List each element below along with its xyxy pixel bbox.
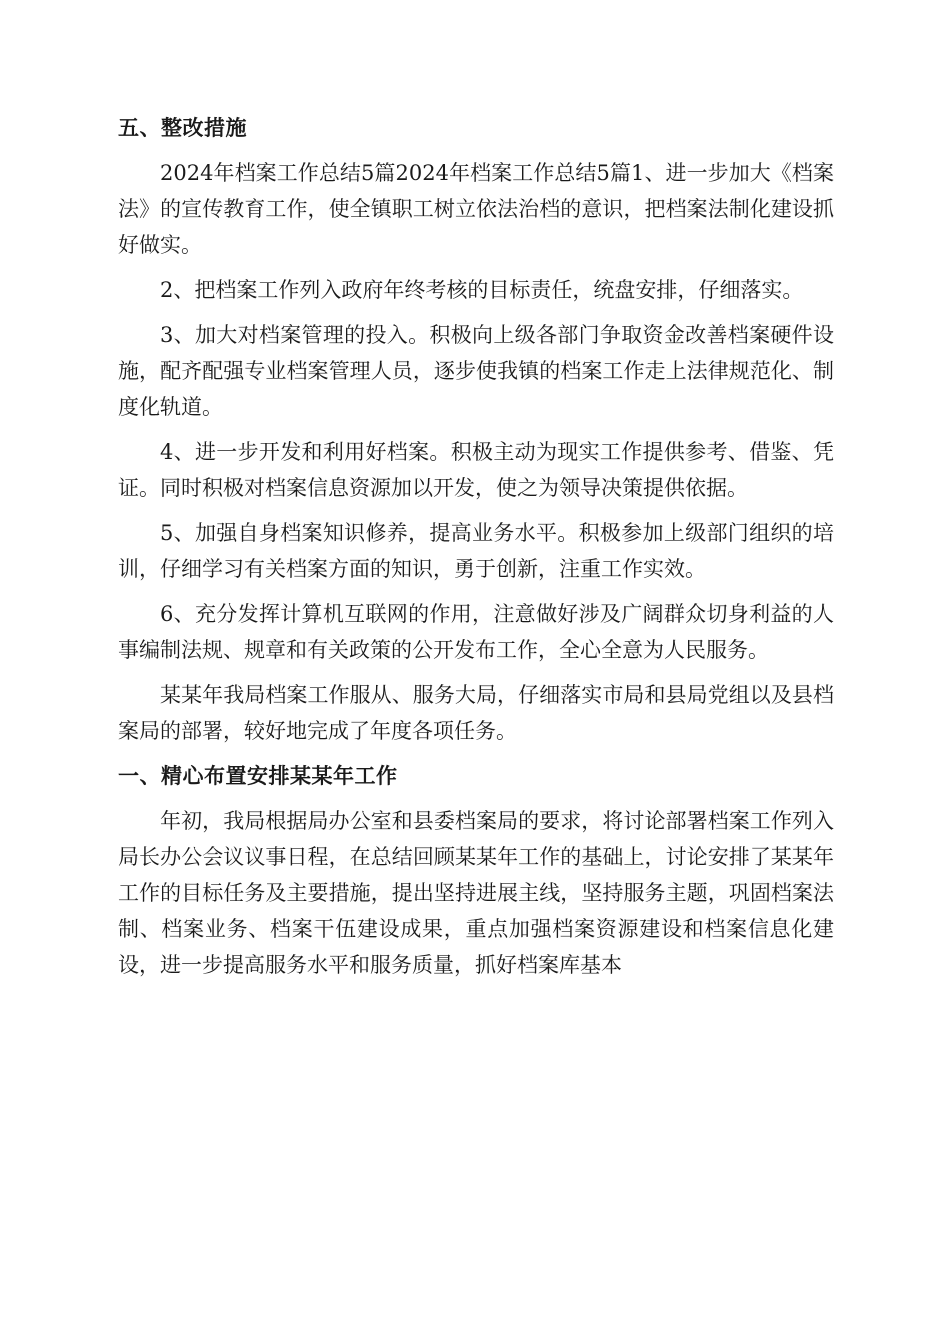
paragraph: 5、加强自身档案知识修养，提高业务水平。积极参加上级部门组织的培训，仔细学习有关档案方面的知识，勇于创新，注重工作实效。 <box>118 521 834 581</box>
paragraph: 2024年档案工作总结5篇2024年档案工作总结5篇1、进一步加大《档案法》的宣传教育工作，使全镇职工树立依法治档的意识，把档案法制化建设抓好做实。 <box>118 161 834 257</box>
paragraph: 3、加大对档案管理的投入。积极向上级各部门争取资金改善档案硬件设施，配齐配强专业档案管理人员，逐步使我镇的档案工作走上法律规范化、制度化轨道。 <box>118 323 834 419</box>
document-page <box>118 110 834 992</box>
paragraph: 2、把档案工作列入政府年终考核的目标责任，统盘安排，仔细落实。 <box>160 278 804 302</box>
paragraph: 6、充分发挥计算机互联网的作用，注意做好涉及广阔群众切身利益的人事编制法规、规章和有关政策的公开发布工作，全心全意为人民服务。 <box>118 602 834 662</box>
section-heading-arrangement: 一、精心布置安排某某年工作 <box>118 764 398 788</box>
section-heading-rectification: 五、整改措施 <box>118 116 247 140</box>
paragraph: 某某年我局档案工作服从、服务大局，仔细落实市局和县局党组以及县档案局的部署，较好地完成了年度各项任务。 <box>118 683 834 743</box>
paragraph: 年初，我局根据局办公室和县委档案局的要求，将讨论部署档案工作列入局长办公会议议事日程，在总结回顾某某年工作的基础上，讨论安排了某某年工作的目标任务及主要措施，提出坚持进展主线，坚持服务主题，巩固档案法制、档案业务、档案干伍建设成果，重点加强档案资源建设和档案信息化建设，进一步提高服务水平和服务质量，抓好档案库基本 <box>118 809 834 977</box>
paragraph: 4、进一步开发和利用好档案。积极主动为现实工作提供参考、借鉴、凭证。同时积极对档案信息资源加以开发，使之为领导决策提供依据。 <box>118 440 834 500</box>
